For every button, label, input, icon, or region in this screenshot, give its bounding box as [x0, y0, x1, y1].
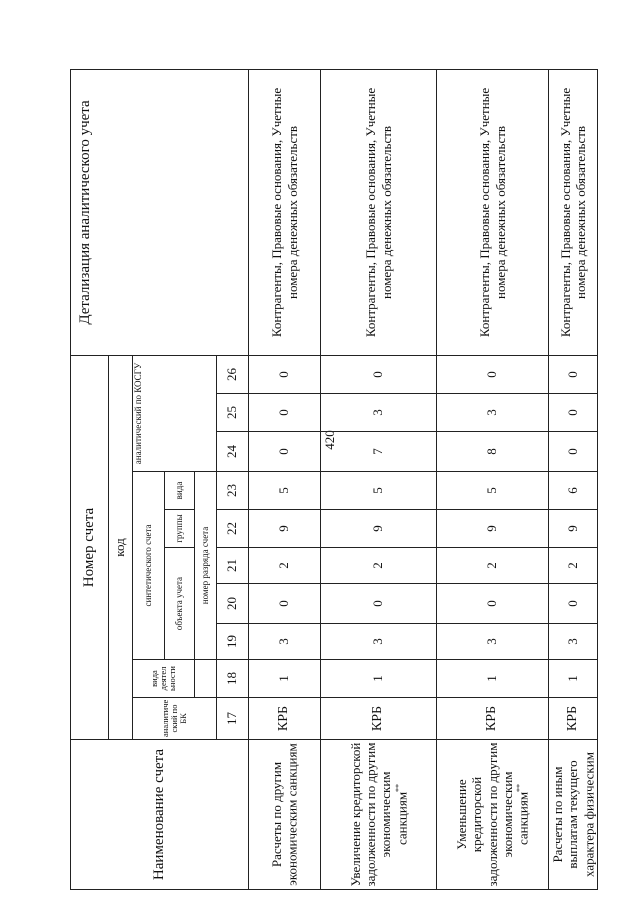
- page-number: 420: [322, 430, 337, 450]
- cell-value: 0: [437, 584, 549, 624]
- cell-value: 0: [549, 355, 598, 393]
- cell-value: 0: [549, 432, 598, 472]
- cell-value: 2: [437, 548, 549, 584]
- row-detail: Контрагенты, Правовые основания, Учетные номера денежных обязательств: [549, 69, 598, 355]
- cell-value: 9: [437, 510, 549, 548]
- rotated-table-stage: [70, 70, 596, 890]
- cell-value: КРБ: [437, 698, 549, 740]
- col-num: 19: [217, 624, 249, 660]
- row-detail: Контрагенты, Правовые основания, Учетные номера денежных обязательств: [321, 69, 437, 355]
- cell-value: 0: [321, 355, 437, 393]
- cell-value: 2: [321, 548, 437, 584]
- account-table: [70, 69, 598, 890]
- header-account-number: Номер счета: [71, 355, 109, 739]
- cell-value: 5: [321, 472, 437, 510]
- header-code: код: [109, 355, 133, 739]
- row-name: Расчеты по иным выплатам текущего характера физическим: [549, 740, 598, 890]
- cell-value: 5: [249, 472, 321, 510]
- cell-value: 5: [437, 472, 549, 510]
- header-activity-type: вида деятел ьности: [133, 660, 195, 698]
- cell-value: 9: [321, 510, 437, 548]
- header-account-name: Наименование счета: [71, 740, 249, 890]
- cell-value: КРБ: [549, 698, 598, 740]
- cell-value: 0: [249, 394, 321, 432]
- col-num: 25: [217, 394, 249, 432]
- row-detail: Контрагенты, Правовые основания, Учетные номера денежных обязательств: [437, 69, 549, 355]
- header-object: объекта учета: [165, 548, 195, 660]
- row-name: Увеличение кредиторской задолженности по другим экономическим санкциям**: [321, 740, 437, 890]
- cell-value: 3: [437, 624, 549, 660]
- cell-value: 1: [549, 660, 598, 698]
- col-num: 26: [217, 355, 249, 393]
- table-row: [549, 69, 598, 889]
- table-row: [249, 69, 321, 889]
- col-num: 24: [217, 432, 249, 472]
- row-name: Уменьшение кредиторской задолженности по другим экономическим санкциям**: [437, 740, 549, 890]
- row-name: Расчеты по другим экономическим санкциям: [249, 740, 321, 890]
- cell-value: 3: [437, 394, 549, 432]
- header-empty: [195, 660, 217, 698]
- header-kosgu: аналитический по КОСГУ: [133, 355, 217, 471]
- header-digit-number: номер разряда счета: [195, 472, 217, 660]
- cell-value: 1: [249, 660, 321, 698]
- cell-value: 8: [437, 432, 549, 472]
- col-num: 20: [217, 584, 249, 624]
- cell-value: 1: [321, 660, 437, 698]
- cell-value: КРБ: [249, 698, 321, 740]
- header-synthetic: синтетического счета: [133, 472, 165, 660]
- cell-value: 2: [249, 548, 321, 584]
- cell-value: 6: [549, 472, 598, 510]
- cell-value: 3: [321, 624, 437, 660]
- cell-value: 0: [549, 394, 598, 432]
- header-analytic-bk: аналитиче ский по БК: [133, 698, 217, 740]
- rotated-table: [70, 70, 596, 890]
- cell-value: 7: [321, 432, 437, 472]
- col-num: 17: [217, 698, 249, 740]
- cell-value: 9: [249, 510, 321, 548]
- col-num: 22: [217, 510, 249, 548]
- cell-value: 0: [249, 355, 321, 393]
- cell-value: 3: [321, 394, 437, 432]
- col-num: 21: [217, 548, 249, 584]
- table-row: [437, 69, 549, 889]
- header-kind: вида: [165, 472, 195, 510]
- cell-value: 0: [437, 355, 549, 393]
- header-detail: Детализация аналитического учета: [71, 69, 249, 355]
- cell-value: 1: [437, 660, 549, 698]
- col-num: 23: [217, 472, 249, 510]
- cell-value: 0: [249, 432, 321, 472]
- cell-value: 0: [549, 584, 598, 624]
- table-row: [321, 69, 437, 889]
- cell-value: 9: [549, 510, 598, 548]
- cell-value: 3: [249, 624, 321, 660]
- cell-value: 3: [549, 624, 598, 660]
- col-num: 18: [217, 660, 249, 698]
- cell-value: 0: [321, 584, 437, 624]
- row-detail: Контрагенты, Правовые основания, Учетные номера денежных обязательств: [249, 69, 321, 355]
- cell-value: 2: [549, 548, 598, 584]
- header-group: группы: [165, 510, 195, 548]
- cell-value: 0: [249, 584, 321, 624]
- cell-value: КРБ: [321, 698, 437, 740]
